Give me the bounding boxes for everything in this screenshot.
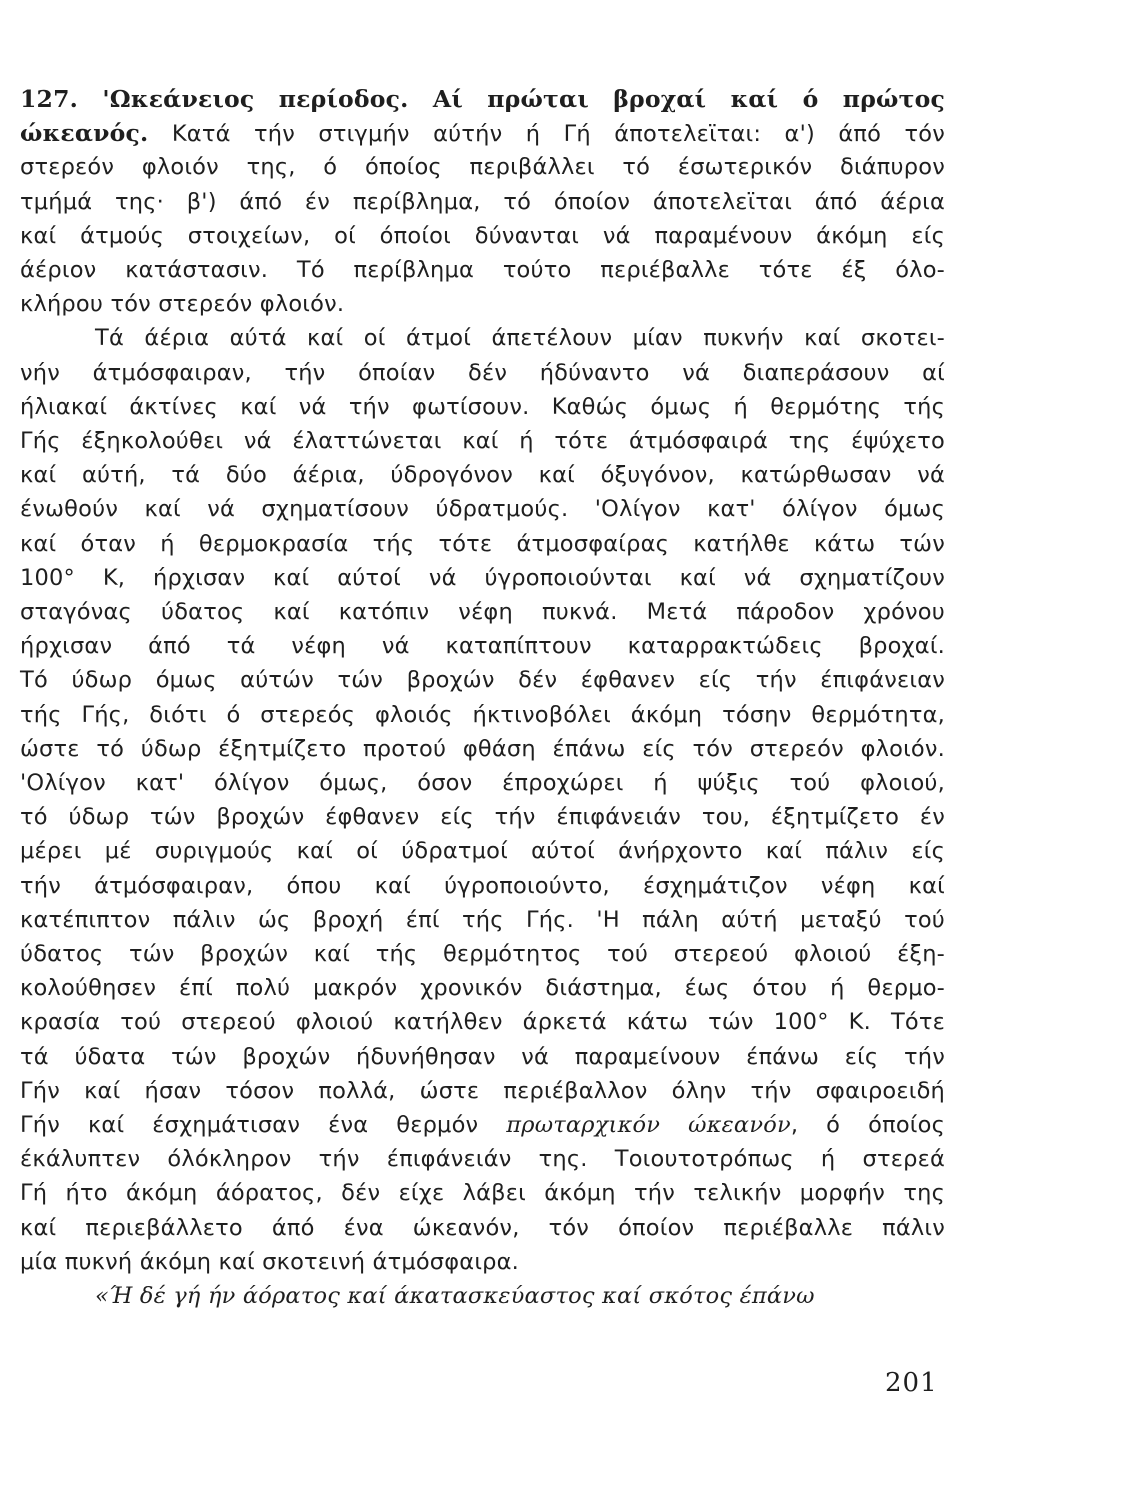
text-segment: «Ή δέ γή ήν άόρατος καί άκατασκεύαστος καί σκότος έπάνω	[95, 1283, 815, 1309]
text-line	[20, 627, 945, 665]
text-line	[95, 1277, 815, 1315]
text-segment: πρωταρχικόν ώκεανόν	[506, 1112, 791, 1138]
text-line	[20, 285, 344, 323]
text-segment: τής Γής, διότι ό στερεός φλοιός ήκτινοβόλει άκόμη τόσην θερμότητα,	[20, 701, 945, 728]
text-line	[20, 183, 945, 221]
text-segment: τά ύδατα τών βροχών ήδυνήθησαν νά παραμείνουν έπάνω είς τήν	[20, 1043, 945, 1070]
text-line	[20, 696, 945, 734]
text-segment: ήρχισαν άπό τά νέφη νά καταπίπτουν καταρρακτώδεις βροχαί.	[20, 633, 945, 660]
text-segment: 100° Κ, ήρχισαν καί αύτοί νά ύγροποιούνται καί νά σχηματίζουν	[20, 564, 945, 591]
text-line	[20, 832, 945, 870]
text-segment: έκάλυπτεν όλόκληρον τήν έπιφάνειάν της. Τοιουτοτρόπως ή στερεά	[20, 1146, 945, 1173]
text-segment: καί όταν ή θερμοκρασία τής τότε άτμοσφαίρας κατήλθε κάτω τών	[20, 530, 945, 557]
text-segment: 127. 'Ωκεάνειος περίοδος. Αί πρώται βροχαί καί ό πρώτος	[20, 85, 945, 113]
text-segment: Γής έξηκολούθει νά έλαττώνεται καί ή τότε άτμόσφαιρά της έψύχετο	[20, 428, 945, 454]
text-line	[20, 1003, 945, 1041]
text-segment: 'Ολίγον κατ' όλίγον όμως, όσον έπροχώρει ή ψύξις τού φλοιού,	[20, 770, 945, 796]
text-line	[20, 730, 945, 768]
text-segment: κρασία τού στερεού φλοιού κατήλθεν άρκετά κάτω τών 100° Κ. Τότε	[20, 1009, 945, 1036]
text-line	[20, 1209, 945, 1247]
text-segment: σταγόνας ύδατος καί κατόπιν νέφη πυκνά. Μετά πάροδον χρόνου	[20, 599, 945, 625]
text-line	[20, 114, 945, 152]
text-line	[20, 1243, 519, 1281]
text-line	[20, 80, 945, 118]
text-segment: Γή ήτο άκόμη άόρατος, δέν είχε λάβει άκόμη τήν τελικήν μορφήν της	[20, 1180, 945, 1207]
text-line	[20, 148, 945, 186]
text-segment: ύδατος τών βροχών καί τής θερμότητος τού στερεού φλοιού έξη-	[20, 941, 945, 967]
text-segment: κλήρου τόν στερεόν φλοιόν.	[20, 291, 345, 318]
text-segment: καί περιεβάλλετο άπό ένα ώκεανόν, τόν όποίον περιέβαλλε πάλιν	[20, 1214, 945, 1241]
text-segment: μία πυκνή άκόμη καί σκοτεινή άτμόσφαιρα.	[20, 1248, 520, 1275]
text-line	[20, 217, 945, 255]
text-segment: κολούθησεν έπί πολύ μακρόν χρονικόν διάστημα, έως ότου ή θερμο-	[20, 975, 945, 1002]
text-segment: Γήν καί έσχημάτισαν ένα θερμόν	[20, 1112, 507, 1138]
text-segment: τήν άτμόσφαιραν, όπου καί ύγροποιούντο, έσχημάτιζον νέφη καί	[20, 872, 945, 899]
text-line	[20, 354, 945, 392]
text-segment: Τά άέρια αύτά καί οί άτμοί άπετέλουν μίαν πυκνήν καί σκοτει-	[95, 325, 945, 352]
text-line	[20, 456, 945, 494]
text-segment: ώκεανός.	[20, 119, 149, 148]
text-segment: ήλιακαί άκτίνες καί νά τήν φωτίσουν. Καθώς όμως ή θερμότης τής	[20, 393, 945, 420]
text-segment: ώστε τό ύδωρ έξητμίζετο προτού φθάση έπάνω είς τόν στερεόν φλοιόν.	[20, 735, 945, 762]
text-segment: νήν άτμόσφαιραν, τήν όποίαν δέν ήδύναντο νά διαπεράσουν αί	[20, 359, 945, 386]
text-line	[20, 867, 945, 905]
text-segment: Γήν καί ήσαν τόσον πολλά, ώστε περιέβαλλον όλην τήν σφαιροειδή	[20, 1077, 945, 1104]
text-line	[20, 490, 945, 528]
text-line	[20, 251, 945, 289]
page-number: 201	[885, 1368, 938, 1398]
text-segment: μέρει μέ συριγμούς καί οί ύδρατμοί αύτοί άνήρχοντο καί πάλιν είς	[20, 838, 945, 865]
text-segment: Τό ύδωρ όμως αύτών τών βροχών δέν έφθανεν είς τήν έπιφάνειαν	[20, 667, 945, 694]
text-line	[95, 319, 945, 357]
text-line	[20, 661, 945, 699]
text-segment: στερεόν φλοιόν της, ό όποίος περιβάλλει τό έσωτερικόν διάπυρον	[20, 154, 945, 181]
text-line	[20, 593, 945, 631]
text-line	[20, 764, 945, 802]
text-segment: τμήμά της· β') άπό έν περίβλημα, τό όποίον άποτελεϊται άπό άέρια	[20, 188, 945, 215]
text-segment: , ό όποίος	[790, 1112, 945, 1138]
text-segment: Κατά τήν στιγμήν αύτήν ή Γή άποτελεϊται: α') άπό τόν	[148, 121, 945, 148]
text-line	[20, 1038, 945, 1076]
text-segment: καί άτμούς στοιχείων, οί όποίοι δύνανται νά παραμένουν άκόμη είς	[20, 222, 945, 249]
text-line	[20, 798, 945, 836]
text-line	[20, 525, 945, 563]
text-line	[20, 969, 945, 1007]
text-segment: ένωθούν καί νά σχηματίσουν ύδρατμούς. 'Ολίγον κατ' όλίγον όμως	[20, 496, 945, 523]
text-segment: κατέπιπτον πάλιν ώς βροχή έπί τής Γής. 'Η πάλη αύτή μεταξύ τού	[20, 906, 945, 933]
text-line	[20, 901, 945, 939]
text-line	[20, 935, 945, 973]
text-segment: τό ύδωρ τών βροχών έφθανεν είς τήν έπιφάνειάν του, έξητμίζετο έν	[20, 804, 945, 831]
text-line	[20, 1174, 945, 1212]
text-line	[20, 1140, 945, 1178]
text-line	[20, 1106, 945, 1144]
text-segment: καί αύτή, τά δύο άέρια, ύδρογόνον καί όξυγόνον, κατώρθωσαν νά	[20, 462, 945, 489]
text-line	[20, 422, 945, 460]
text-line	[20, 1072, 945, 1110]
text-line	[20, 388, 945, 426]
text-segment: άέριον κατάστασιν. Τό περίβλημα τούτο περιέβαλλε τότε έξ όλο-	[20, 257, 945, 283]
text-line	[20, 559, 945, 597]
